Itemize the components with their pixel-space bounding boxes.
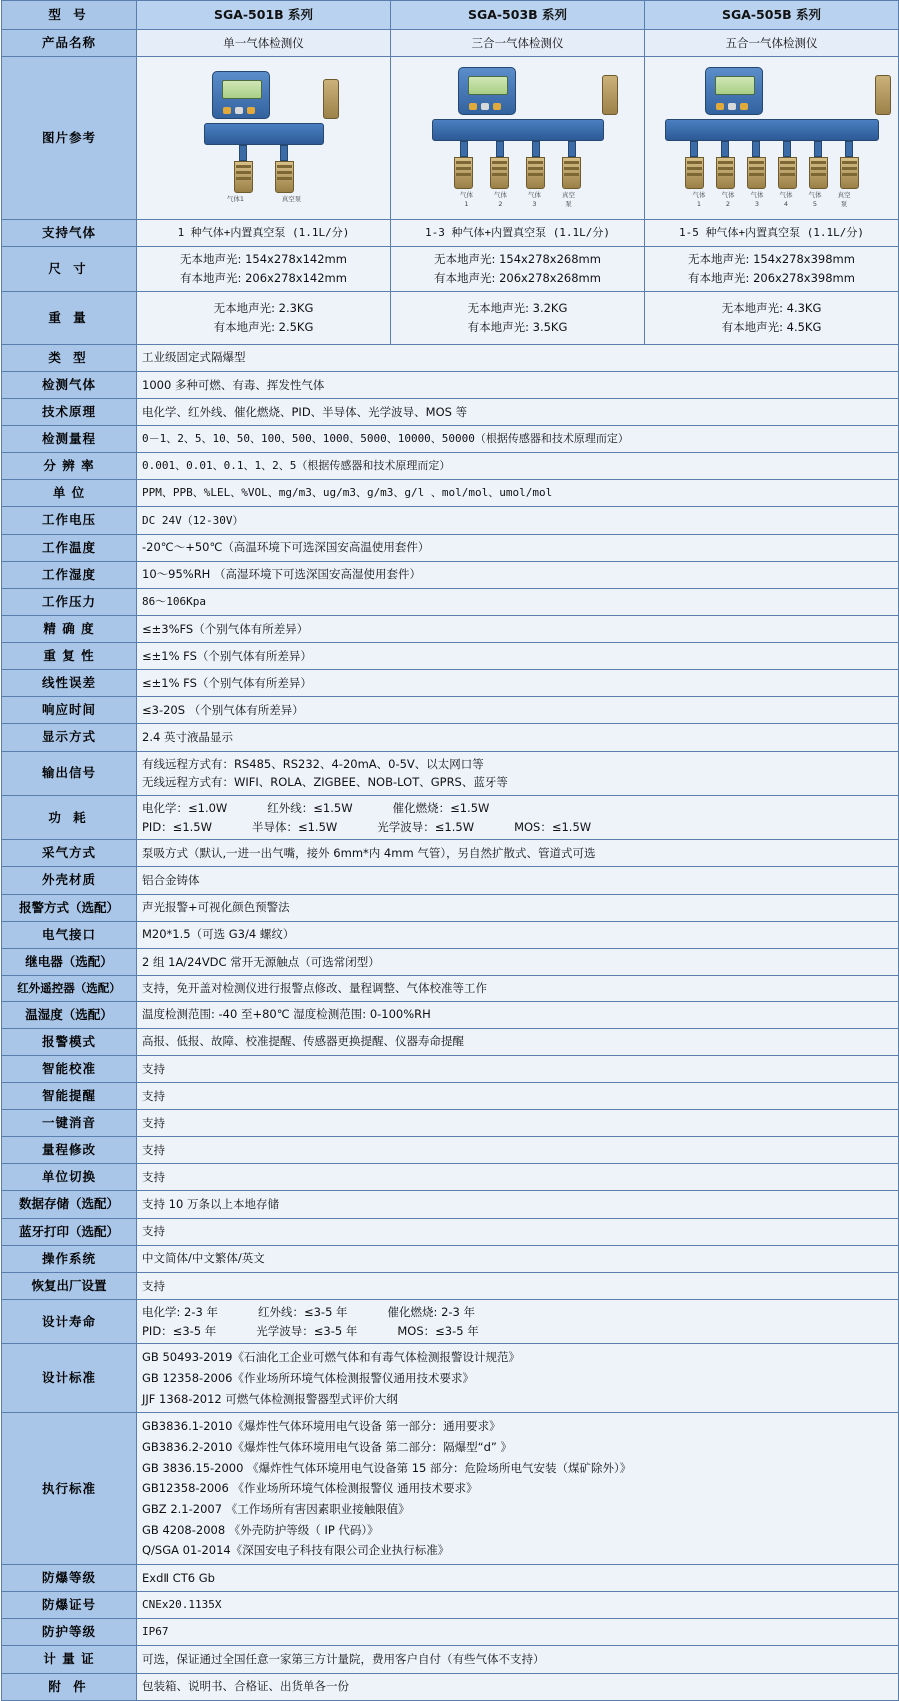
gas-sensor-icon	[562, 157, 581, 189]
table-row-unit-switch	[2, 1164, 899, 1191]
table-row-factory-reset	[2, 1272, 899, 1299]
exec-standard-item: GB3836.1-2010《爆炸性气体环境用电气设备 第一部分：通用要求》	[142, 1419, 501, 1434]
table-row-smart-remind	[2, 1082, 899, 1109]
exec-standard-item: GB 4208-2008 《外壳防护等级（ IP 代码）》	[142, 1522, 379, 1537]
factory-reset-value: 支持	[137, 1272, 899, 1299]
row-label-size: 尺 寸	[2, 247, 137, 291]
power-pid: PID：≤1.5W	[142, 819, 212, 834]
model-header-2: SGA-503B 系列	[391, 1, 645, 30]
row-label-ex-cert-no: 防爆证号	[2, 1592, 137, 1619]
size-no-alarm: 无本地声光: 154x278x268mm	[434, 252, 601, 267]
exec-standard-item: GB 3836.15-2000 《爆炸性气体环境用电气设备第 15 部分：危险场所电气安装（煤矿除外）》	[142, 1460, 632, 1475]
weight-no-alarm: 无本地声光: 4.3KG	[721, 301, 822, 316]
gas-sensor-icon	[234, 161, 253, 193]
sensor-label: 气体3	[750, 190, 764, 209]
row-label-range: 检测量程	[2, 426, 137, 453]
output-value	[137, 751, 899, 795]
table-row-unit	[2, 480, 899, 507]
row-label-display: 显示方式	[2, 724, 137, 751]
support-gas-3: 1-5 种气体+内置真空泵 (1.1L/分)	[645, 220, 899, 247]
row-label-product-name: 产品名称	[2, 30, 137, 57]
shell-value: 铝合金铸体	[137, 867, 899, 894]
spec-table	[1, 0, 899, 1701]
row-label-support-gas: 支持气体	[2, 220, 137, 247]
table-row-temp-humi-opt	[2, 1001, 899, 1028]
ip-grade-value: IP67	[137, 1619, 899, 1646]
row-label-range-modify: 量程修改	[2, 1137, 137, 1164]
weight-with-alarm: 有本地声光: 3.5KG	[467, 319, 568, 334]
table-row-alarm-modes	[2, 1028, 899, 1055]
work-pressure-value: 86～106Kpa	[137, 588, 899, 615]
table-row-voltage	[2, 507, 899, 534]
row-label-unit: 单 位	[2, 480, 137, 507]
row-label-voltage: 工作电压	[2, 507, 137, 534]
exec-standard-item: GBZ 2.1-2007 《工作场所有害因素职业接触限值》	[142, 1502, 410, 1516]
sensor-label: 真空泵	[837, 190, 851, 209]
accessories-value: 包装箱、说明书、合格证、出货单各一份	[137, 1673, 899, 1700]
table-row-repeatability	[2, 643, 899, 670]
model-header-3: SGA-505B 系列	[645, 1, 899, 30]
row-label-sampling: 采气方式	[2, 840, 137, 867]
repeatability-value: ≤±1% FS（个别气体有所差异）	[137, 643, 899, 670]
table-row-design-life	[2, 1299, 899, 1343]
row-label-os: 操作系统	[2, 1245, 137, 1272]
sensor-label: 气体5	[808, 190, 822, 209]
row-label-design-standard: 设计标准	[2, 1344, 137, 1413]
device-head-icon	[458, 67, 516, 115]
size-with-alarm: 有本地声光: 206x278x142mm	[180, 271, 347, 286]
vacuum-pump-icon	[602, 75, 618, 115]
sensor-label: 气体4	[779, 190, 793, 209]
row-label-bt-print-opt: 蓝牙打印（选配）	[2, 1218, 137, 1245]
support-gas-2: 1-3 种气体+内置真空泵 (1.1L/分)	[391, 220, 645, 247]
row-label-model: 型 号	[2, 1, 137, 30]
display-value: 2.4 英寸液晶显示	[137, 724, 899, 751]
output-wireless: 无线远程方式有：WIFI、ROLA、ZIGBEE、NOB-LOT、GPRS、蓝牙等	[142, 775, 508, 790]
table-row-design-standard	[2, 1344, 899, 1413]
vacuum-pump-icon	[875, 75, 891, 115]
table-row-ip-grade	[2, 1619, 899, 1646]
response-time-value: ≤3-20S （个别气体有所差异）	[137, 697, 899, 724]
sensor-label: 气体2	[721, 190, 735, 209]
product-name-2: 三合一气体检测仪	[391, 30, 645, 57]
electrical-port-value: M20*1.5（可选 G3/4 螺纹）	[137, 921, 899, 948]
device-image-2	[391, 57, 645, 220]
smart-remind-value: 支持	[137, 1082, 899, 1109]
accuracy-value: ≤±3%FS（个别气体有所差异）	[137, 615, 899, 642]
detect-gas-value: 1000 多种可燃、有毒、挥发性气体	[137, 371, 899, 398]
table-row-work-pressure	[2, 588, 899, 615]
table-row-support-gas	[2, 220, 899, 247]
gas-sensor-icon	[454, 157, 473, 189]
size-1	[137, 247, 391, 291]
weight-no-alarm: 无本地声光: 3.2KG	[467, 301, 568, 316]
sensor-label: 真空泵	[562, 190, 575, 209]
product-name-3: 五合一气体检测仪	[645, 30, 899, 57]
os-value: 中文简体/中文繁体/英文	[137, 1245, 899, 1272]
table-row-bt-print-opt	[2, 1218, 899, 1245]
device-image-1	[137, 57, 391, 220]
exec-standard-item: Q/SGA 01-2014《深国安电子科技有限公司企业执行标准》	[142, 1543, 450, 1558]
table-row-smart-calib	[2, 1055, 899, 1082]
output-wired: 有线远程方式有：RS485、RS232、4-20mA、0-5V、以太网口等	[142, 756, 484, 771]
table-row-range	[2, 426, 899, 453]
table-row-exec-standard	[2, 1413, 899, 1565]
table-row-os	[2, 1245, 899, 1272]
table-row-metering-cert	[2, 1646, 899, 1673]
work-temp-value: -20℃～+50℃（高温环境下可选深国安高温使用套件）	[137, 534, 899, 561]
weight-1	[137, 291, 391, 344]
gas-sensor-icon	[716, 157, 735, 189]
row-label-type: 类 型	[2, 344, 137, 371]
row-label-response-time: 响应时间	[2, 697, 137, 724]
sensor-label: 气体1	[460, 190, 473, 209]
range-value: 0－1、2、5、10、50、100、500、1000、5000、10000、50000（根据传感器和技术原理而定）	[137, 426, 899, 453]
row-label-data-storage-opt: 数据存储（选配）	[2, 1191, 137, 1218]
power-catalytic: 催化燃烧：≤1.5W	[392, 800, 490, 815]
power-mos: MOS：≤1.5W	[514, 819, 592, 834]
table-row-model	[2, 1, 899, 30]
vacuum-pump-icon	[323, 79, 339, 119]
table-row-range-modify	[2, 1137, 899, 1164]
row-label-resolution: 分 辨 率	[2, 453, 137, 480]
unit-switch-value: 支持	[137, 1164, 899, 1191]
sensor-label: 真空泵	[281, 194, 302, 203]
row-label-accuracy: 精 确 度	[2, 615, 137, 642]
row-label-linear-error: 线性误差	[2, 670, 137, 697]
row-label-work-pressure: 工作压力	[2, 588, 137, 615]
ir-remote-opt-value: 支持，免开盖对检测仪进行报警点修改、量程调整、气体校准等工作	[137, 975, 899, 1001]
table-row-size	[2, 247, 899, 291]
support-gas-1: 1 种气体+内置真空泵 (1.1L/分)	[137, 220, 391, 247]
row-label-work-humidity: 工作湿度	[2, 561, 137, 588]
table-row-output	[2, 751, 899, 795]
life-echem: 电化学: 2-3 年	[142, 1304, 218, 1319]
range-modify-value: 支持	[137, 1137, 899, 1164]
life-catalytic: 催化燃烧: 2-3 年	[387, 1304, 476, 1319]
row-label-image: 图片参考	[2, 57, 137, 220]
row-label-power: 功 耗	[2, 795, 137, 839]
voltage-value: DC 24V（12-30V）	[137, 507, 899, 534]
sampling-value: 泵吸方式（默认,一进一出气嘴，接外 6mm*内 4mm 气管），另自然扩散式、管道式可选	[137, 840, 899, 867]
row-label-weight: 重 量	[2, 291, 137, 344]
row-label-ir-remote-opt: 红外遥控器（选配）	[2, 975, 137, 1001]
table-row-shell	[2, 867, 899, 894]
bt-print-opt-value: 支持	[137, 1218, 899, 1245]
product-name-1: 单一气体检测仪	[137, 30, 391, 57]
power-value	[137, 795, 899, 839]
row-label-one-key-mute: 一键消音	[2, 1110, 137, 1137]
table-row-response-time	[2, 697, 899, 724]
row-label-metering-cert: 计 量 证	[2, 1646, 137, 1673]
weight-with-alarm: 有本地声光: 4.5KG	[721, 319, 822, 334]
size-3	[645, 247, 899, 291]
device-head-icon	[705, 67, 763, 115]
smart-calib-value: 支持	[137, 1055, 899, 1082]
size-no-alarm: 无本地声光: 154x278x142mm	[180, 252, 347, 267]
row-label-factory-reset: 恢复出厂设置	[2, 1272, 137, 1299]
row-label-electrical-port: 电气接口	[2, 921, 137, 948]
row-label-smart-calib: 智能校准	[2, 1055, 137, 1082]
row-label-output: 输出信号	[2, 751, 137, 795]
design-standard-value	[137, 1344, 899, 1413]
life-pid: PID：≤3-5 年	[142, 1323, 217, 1338]
design-life-value	[137, 1299, 899, 1343]
table-row-tech-principle	[2, 398, 899, 425]
row-label-alarm-modes: 报警模式	[2, 1028, 137, 1055]
model-header-1: SGA-501B 系列	[137, 1, 391, 30]
row-label-exec-standard: 执行标准	[2, 1413, 137, 1565]
design-standard-item: GB 12358-2006《作业场所环境气体检测报警仪通用技术要求》	[142, 1370, 474, 1385]
row-label-alarm-mode-opt: 报警方式（选配）	[2, 894, 137, 921]
table-row-relay-opt	[2, 948, 899, 975]
sensor-label: 气体2	[494, 190, 507, 209]
linear-error-value: ≤±1% FS（个别气体有所差异）	[137, 670, 899, 697]
weight-2	[391, 291, 645, 344]
unit-value: PPM、PPB、%LEL、%VOL、mg/m3、ug/m3、g/m3、g/l 、mol/mol、umol/mol	[137, 480, 899, 507]
row-label-tech-principle: 技术原理	[2, 398, 137, 425]
life-ir: 红外线：≤3-5 年	[257, 1304, 348, 1319]
row-label-accessories: 附 件	[2, 1673, 137, 1700]
row-label-detect-gas: 检测气体	[2, 371, 137, 398]
design-standard-item: JJF 1368-2012 可燃气体检测报警器型式评价大纲	[142, 1391, 398, 1406]
table-row-product-name	[2, 30, 899, 57]
row-label-relay-opt: 继电器（选配）	[2, 948, 137, 975]
life-mos: MOS：≤3-5 年	[397, 1323, 479, 1338]
table-row-ex-cert-no	[2, 1592, 899, 1619]
table-row-detect-gas	[2, 371, 899, 398]
exec-standard-value	[137, 1413, 899, 1565]
temp-humi-opt-value: 温度检测范围: -40 至+80℃ 湿度检测范围: 0-100%RH	[137, 1001, 899, 1028]
power-ir: 红外线：≤1.5W	[267, 800, 353, 815]
table-row-type	[2, 344, 899, 371]
size-with-alarm: 有本地声光: 206x278x268mm	[434, 271, 601, 286]
one-key-mute-value: 支持	[137, 1110, 899, 1137]
size-no-alarm: 无本地声光: 154x278x398mm	[688, 252, 855, 267]
sensor-label: 气体3	[528, 190, 541, 209]
weight-with-alarm: 有本地声光: 2.5KG	[213, 319, 314, 334]
table-row-ex-grade	[2, 1565, 899, 1592]
table-row-accuracy	[2, 615, 899, 642]
data-storage-opt-value: 支持 10 万条以上本地存储	[137, 1191, 899, 1218]
device-image-3	[645, 57, 899, 220]
table-row-power	[2, 795, 899, 839]
table-row-alarm-mode-opt	[2, 894, 899, 921]
type-value: 工业级固定式隔爆型	[137, 344, 899, 371]
table-row-display	[2, 724, 899, 751]
sensor-label: 气体1	[226, 194, 245, 203]
gas-sensor-icon	[275, 161, 294, 193]
weight-3	[645, 291, 899, 344]
row-label-work-temp: 工作温度	[2, 534, 137, 561]
table-row-linear-error	[2, 670, 899, 697]
table-row-work-humidity	[2, 561, 899, 588]
gas-sensor-icon	[778, 157, 797, 189]
row-label-shell: 外壳材质	[2, 867, 137, 894]
row-label-unit-switch: 单位切换	[2, 1164, 137, 1191]
device-head-icon	[212, 71, 270, 119]
gas-sensor-icon	[685, 157, 704, 189]
gas-sensor-icon	[526, 157, 545, 189]
gas-sensor-icon	[747, 157, 766, 189]
resolution-value: 0.001、0.01、0.1、1、2、5（根据传感器和技术原理而定）	[137, 453, 899, 480]
relay-opt-value: 2 组 1A/24VDC 常开无源触点（可选常闭型）	[137, 948, 899, 975]
row-label-temp-humi-opt: 温湿度（选配）	[2, 1001, 137, 1028]
sensor-label: 气体1	[692, 190, 706, 209]
table-row-image	[2, 57, 899, 220]
table-row-sampling	[2, 840, 899, 867]
row-label-smart-remind: 智能提醒	[2, 1082, 137, 1109]
alarm-modes-value: 高报、低报、故障、校准提醒、传感器更换提醒、仪器寿命提醒	[137, 1028, 899, 1055]
power-semiconductor: 半导体：≤1.5W	[251, 819, 338, 834]
metering-cert-value: 可选，保证通过全国任意一家第三方计量院，费用客户自付（有些气体不支持）	[137, 1646, 899, 1673]
row-label-ex-grade: 防爆等级	[2, 1565, 137, 1592]
table-row-resolution	[2, 453, 899, 480]
row-label-design-life: 设计寿命	[2, 1299, 137, 1343]
gas-sensor-icon	[490, 157, 509, 189]
table-row-data-storage-opt	[2, 1191, 899, 1218]
work-humidity-value: 10～95%RH （高湿环境下可选深国安高湿使用套件）	[137, 561, 899, 588]
gas-sensor-icon	[840, 157, 859, 189]
ex-grade-value: ExdⅡ CT6 Gb	[137, 1565, 899, 1592]
ex-cert-no-value: CNEx20.1135X	[137, 1592, 899, 1619]
row-label-repeatability: 重 复 性	[2, 643, 137, 670]
table-row-electrical-port	[2, 921, 899, 948]
gas-sensor-icon	[809, 157, 828, 189]
weight-no-alarm: 无本地声光: 2.3KG	[213, 301, 314, 316]
power-echem: 电化学：≤1.0W	[142, 800, 228, 815]
table-row-work-temp	[2, 534, 899, 561]
row-label-ip-grade: 防护等级	[2, 1619, 137, 1646]
tech-principle-value: 电化学、红外线、催化燃烧、PID、半导体、光学波导、MOS 等	[137, 398, 899, 425]
size-with-alarm: 有本地声光: 206x278x398mm	[688, 271, 855, 286]
exec-standard-item: GB3836.2-2010《爆炸性气体环境用电气设备 第二部分：隔爆型“d” 》	[142, 1439, 512, 1454]
life-optical: 光学波导：≤3-5 年	[256, 1323, 358, 1338]
design-standard-item: GB 50493-2019《石油化工企业可燃气体和有毒气体检测报警设计规范》	[142, 1350, 520, 1365]
table-row-accessories	[2, 1673, 899, 1700]
table-row-weight	[2, 291, 899, 344]
size-2	[391, 247, 645, 291]
alarm-mode-opt-value: 声光报警+可视化颜色预警法	[137, 894, 899, 921]
table-row-ir-remote-opt	[2, 975, 899, 1001]
exec-standard-item: GB12358-2006 《作业场所环境气体检测报警仪 通用技术要求》	[142, 1481, 478, 1496]
table-row-one-key-mute	[2, 1110, 899, 1137]
power-optical: 光学波导：≤1.5W	[377, 819, 475, 834]
